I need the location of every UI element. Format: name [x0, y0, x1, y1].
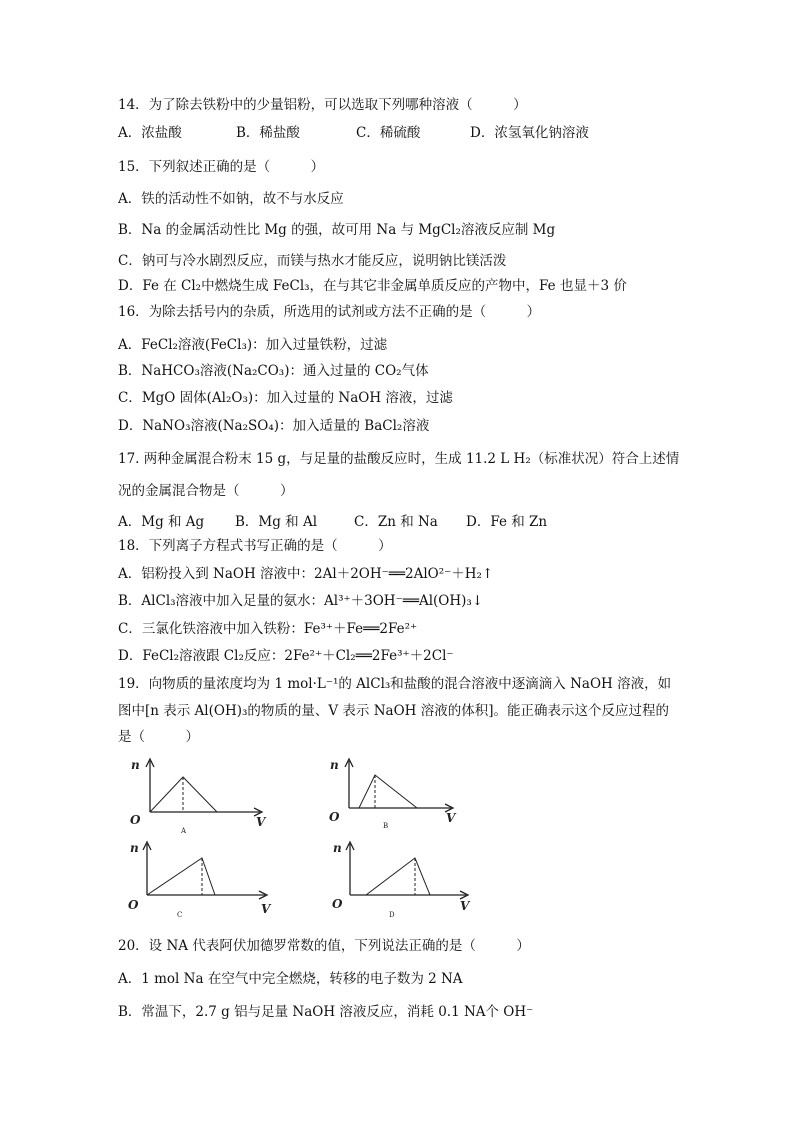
q14-option-b: B．稀盐酸 — [236, 125, 300, 141]
graph-b-curve — [349, 775, 417, 808]
q18-option-a: A．铝粉投入到 NaOH 溶液中：2Al＋2OH⁻══2AlO²⁻＋H₂↑ — [118, 566, 494, 582]
graph-a-x-label: V — [256, 815, 266, 829]
q16-option-b: B．NaHCO₃溶液(Na₂CO₃)：通入过量的 CO₂气体 — [118, 363, 429, 379]
q16-stem: 16．为除去括号内的杂质，所选用的试剂或方法不正确的是（ ） — [118, 304, 541, 320]
q16-option-d: D．NaNO₃溶液(Na₂SO₄)：加入适量的 BaCl₂溶液 — [118, 418, 430, 434]
q15-option-b: B．Na 的金属活动性比 Mg 的强，故可用 Na 与 MgCl₂溶液反应制 Mg — [118, 222, 556, 238]
q17-option-a: A．Mg 和 Ag — [118, 514, 205, 530]
q18-option-b: B．AlCl₃溶液中加入足量的氨水：Al³⁺＋3OH⁻══Al(OH)₃↓ — [118, 593, 484, 609]
q15-option-c: C．钠可与冷水剧烈反应，而镁与热水才能反应，说明钠比镁活泼 — [118, 253, 507, 269]
graph-c-curve — [147, 858, 215, 895]
graph-d-caption: D — [389, 911, 395, 919]
q19-stem-line1: 19．向物质的量浓度均为 1 mol·L⁻¹的 AlCl₃和盐酸的混合溶液中逐滴滴入 NaOH 溶液，如 — [118, 676, 672, 692]
graph-a-caption: A — [181, 827, 187, 835]
q16-option-a: A．FeCl₂溶液(FeCl₃)：加入过量铁粉，过滤 — [118, 337, 388, 353]
graph-b-svg — [325, 755, 470, 837]
graph-d-y-label: n — [333, 841, 342, 855]
graph-b-origin: O — [329, 810, 340, 824]
q18-option-c: C．三氯化铁溶液中加入铁粉：Fe³⁺＋Fe══2Fe²⁺ — [118, 621, 418, 637]
q20-option-b: B．常温下，2.7 g 铝与足量 NaOH 溶液反应，消耗 0.1 NA个 OH⁻ — [118, 1004, 534, 1020]
graph-c-caption: C — [177, 911, 183, 919]
q17-option-d: D．Fe 和 Zn — [466, 514, 548, 530]
graph-b-x-label: V — [446, 811, 456, 825]
q15-option-d: D．Fe 在 Cl₂中燃烧生成 FeCl₃，在与其它非金属单质反应的产物中，Fe 也显＋3 价 — [118, 278, 627, 294]
q15-stem: 15．下列叙述正确的是（ ） — [118, 159, 325, 175]
q19-graph-c — [127, 838, 277, 924]
graph-a-svg — [125, 755, 270, 837]
graph-c-x-label: V — [261, 902, 271, 916]
q15-option-a: A．铁的活动性不如钠，故不与水反应 — [118, 191, 344, 207]
q17-option-c: C．Zn 和 Na — [354, 514, 438, 530]
q14-option-c: C．稀硫酸 — [356, 125, 421, 141]
q19-graph-b — [325, 755, 470, 841]
q18-stem: 18．下列离子方程式书写正确的是（ ） — [118, 538, 392, 554]
q14-stem: 14．为了除去铁粉中的少量铝粉，可以选取下列哪种溶液（ ） — [118, 97, 527, 113]
q14-option-d: D．浓氢氧化钠溶液 — [470, 125, 589, 141]
q19-graph-d — [330, 838, 480, 924]
q18-option-d: D．FeCl₂溶液跟 Cl₂反应：2Fe²⁺＋Cl₂══2Fe³⁺＋2Cl⁻ — [118, 648, 454, 664]
q16-option-c: C．MgO 固体(Al₂O₃)：加入过量的 NaOH 溶液，过滤 — [118, 390, 453, 406]
graph-a-origin: O — [130, 813, 141, 827]
graph-b-y-label: n — [330, 758, 339, 772]
graph-b-caption: B — [383, 822, 389, 830]
graph-a-y-label: n — [131, 758, 140, 772]
q20-option-a: A．1 mol Na 在空气中完全燃烧，转移的电子数为 2 NA — [118, 971, 463, 987]
q17-stem-line1: 17. 两种金属混合粉末 15 g，与足量的盐酸反应时，生成 11.2 L H₂（标准状况）符合上述情 — [118, 451, 680, 467]
graph-c-svg — [127, 838, 277, 920]
graph-d-svg — [330, 838, 480, 920]
q17-stem-line2: 况的金属混合物是（ ） — [118, 483, 294, 499]
q19-graph-a — [125, 755, 270, 841]
q17-option-b: B．Mg 和 Al — [235, 514, 318, 530]
q20-stem: 20．设 NA 代表阿伏加德罗常数的值，下列说法正确的是（ ） — [118, 938, 530, 954]
graph-d-origin: O — [332, 897, 343, 911]
q14-option-a: A．浓盐酸 — [118, 125, 182, 141]
graph-c-origin: O — [128, 898, 139, 912]
q19-stem-line3: 是（ ） — [118, 729, 199, 745]
graph-d-curve — [350, 858, 430, 895]
graph-c-y-label: n — [130, 841, 139, 855]
graph-d-x-label: V — [460, 899, 470, 913]
q19-stem-line2: 图中[n 表示 Al(OH)₃的物质的量、V 表示 NaOH 溶液的体积]。能正确表示这个反应过程的 — [118, 703, 669, 719]
